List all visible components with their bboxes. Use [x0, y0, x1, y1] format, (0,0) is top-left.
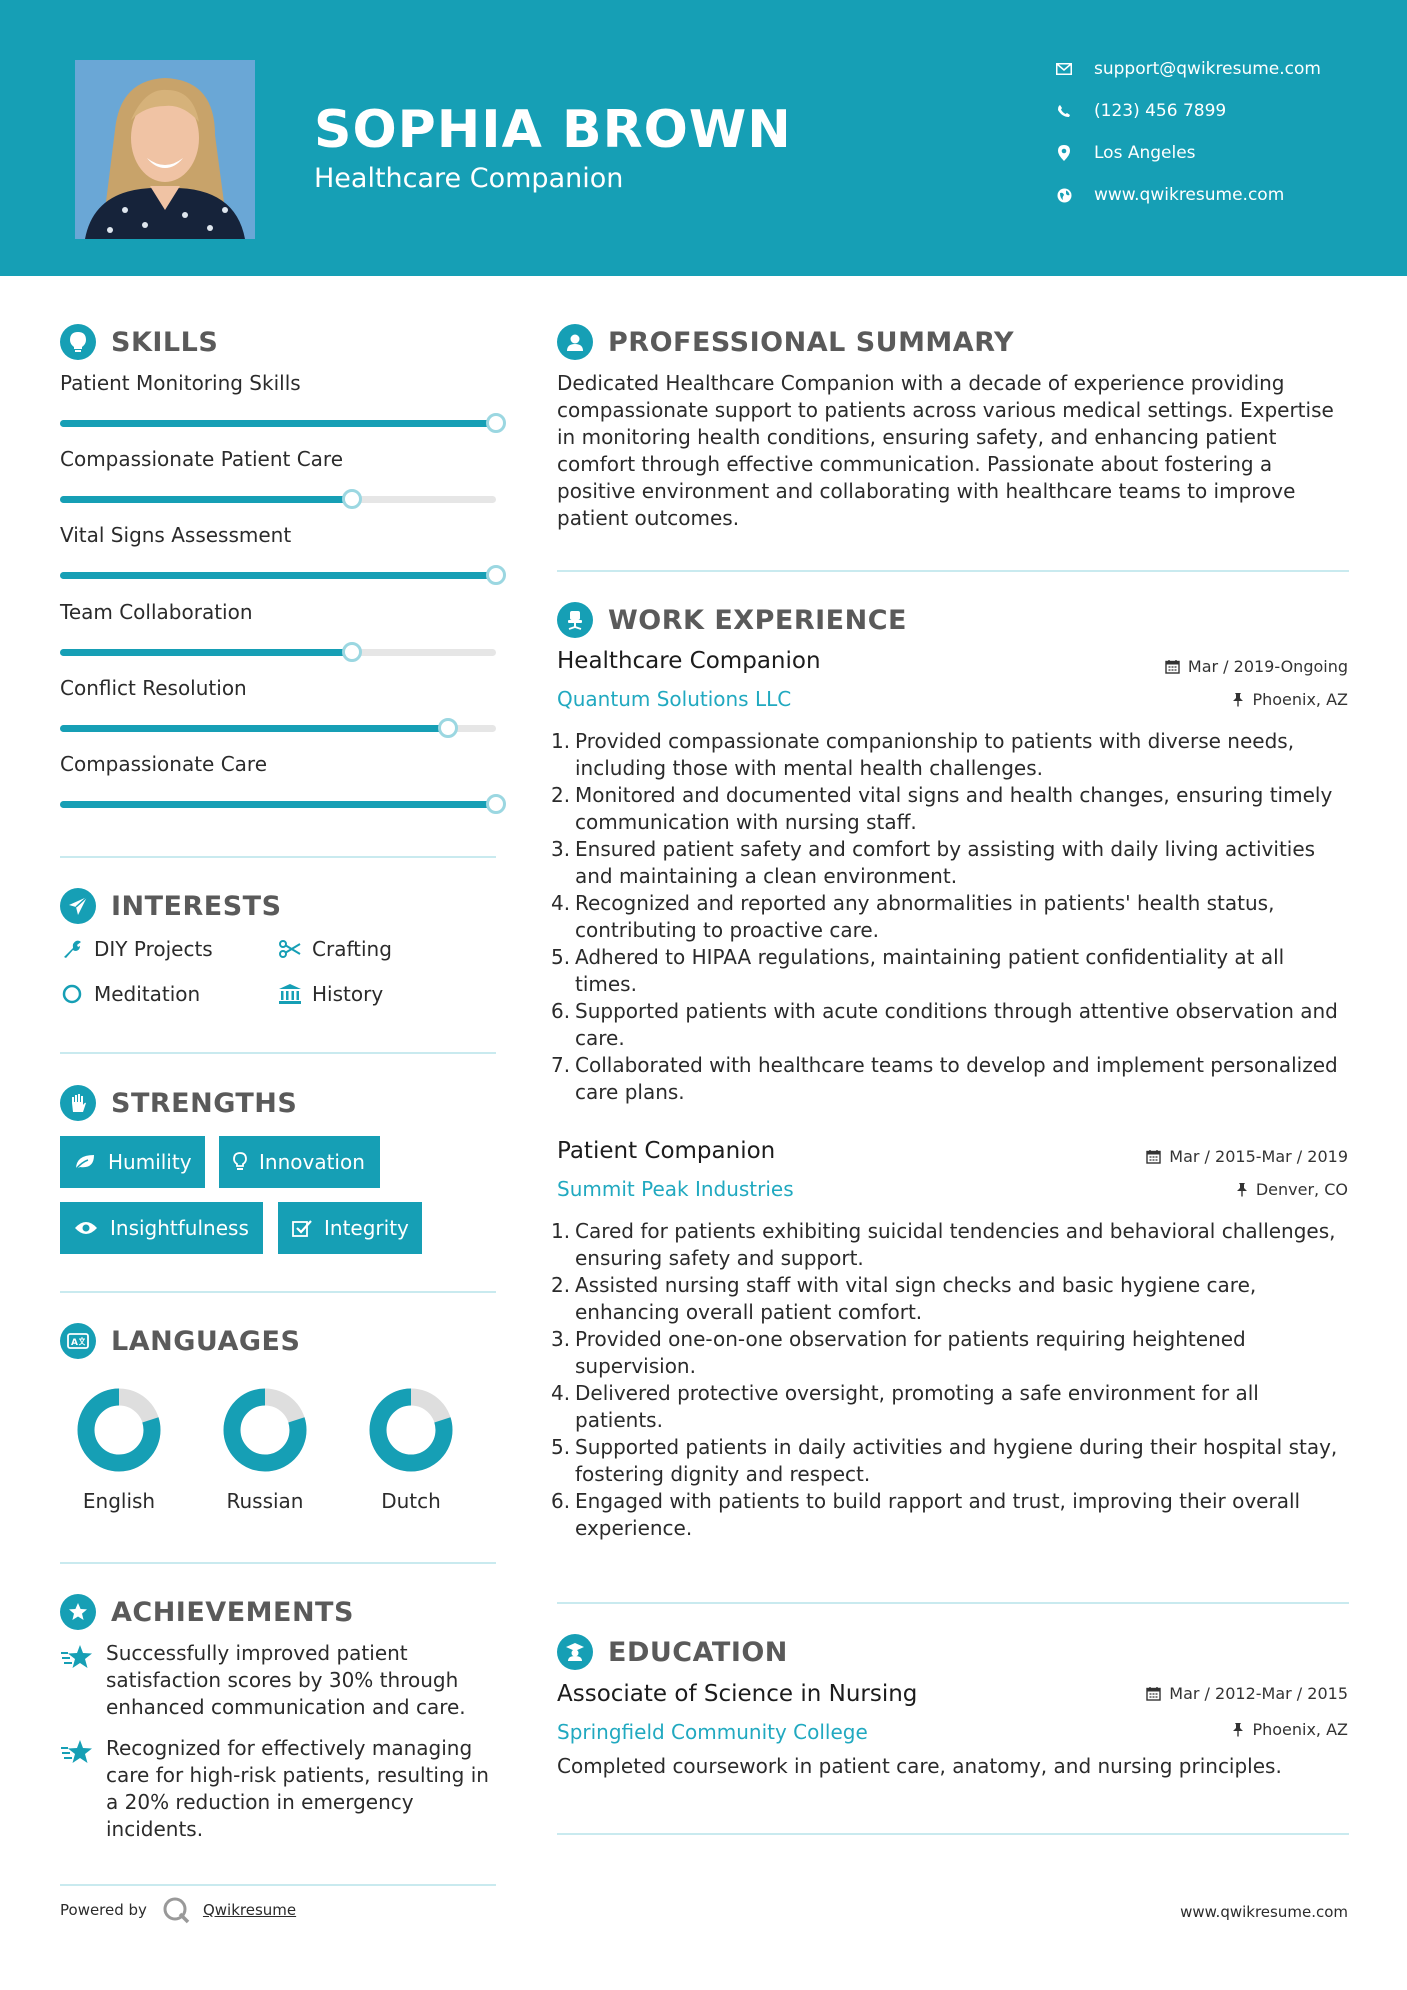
- calendar-icon: [1146, 1149, 1161, 1164]
- bullet-text: Supported patients in daily activities and hygiene during their hospital stay, fostering dignity and respect.: [575, 1435, 1338, 1486]
- skill-bar: [60, 420, 496, 427]
- contact-email[interactable]: [1054, 54, 1321, 84]
- calendar-icon: [1165, 659, 1180, 674]
- interest-item: [60, 979, 200, 1009]
- office-chair-icon: [557, 602, 593, 638]
- hand-icon: [60, 1085, 96, 1121]
- interest-label: Crafting: [312, 937, 392, 961]
- achievement-text: Successfully improved patient satisfaction scores by 30% through enhanced communication and care.: [106, 1641, 466, 1719]
- candidate-title: Healthcare Companion: [314, 163, 624, 194]
- skill-slider-knob: [486, 413, 506, 433]
- qwikresume-logo-icon: [161, 1895, 191, 1925]
- scissors-icon: [278, 940, 302, 958]
- list-item: [551, 836, 1351, 890]
- graduate-icon: [557, 1634, 593, 1670]
- pushpin-icon: [1236, 1182, 1248, 1197]
- section-divider: [60, 856, 496, 858]
- star-icon: [60, 1640, 94, 1721]
- section-divider: [557, 1602, 1349, 1604]
- education-heading-label: EDUCATION: [608, 1636, 788, 1668]
- strength-label: Insightfulness: [110, 1216, 249, 1240]
- skill-name: Patient Monitoring Skills: [60, 371, 301, 395]
- powered-by-label: Powered by: [60, 1901, 147, 1919]
- language-name: Russian: [226, 1489, 304, 1513]
- list-item: [551, 782, 1351, 836]
- contact-website[interactable]: [1054, 180, 1284, 210]
- language-item: [351, 1385, 471, 1513]
- skill-bar-fill: [60, 496, 352, 503]
- footer-website[interactable]: www.qwikresume.com: [1180, 1903, 1348, 1921]
- skill-slider-knob: [438, 718, 458, 738]
- list-item: [551, 1272, 1351, 1326]
- skill-slider-knob: [486, 794, 506, 814]
- header-banner: [0, 0, 1407, 276]
- skill-bar: [60, 496, 496, 503]
- contact-phone-text: (123) 456 7899: [1094, 101, 1227, 121]
- language-name: Dutch: [381, 1489, 441, 1513]
- pushpin-icon: [1232, 692, 1244, 707]
- skill-bar-fill: [60, 649, 352, 656]
- job-title: Healthcare Companion: [557, 648, 821, 674]
- bullet-text: Adhered to HIPAA regulations, maintaining patient confidentiality at all times.: [575, 945, 1285, 996]
- section-divider: [557, 1833, 1349, 1835]
- list-item: [551, 1380, 1351, 1434]
- job-dates: [1146, 1147, 1348, 1166]
- list-number: 7.: [551, 1053, 571, 1077]
- achievement-item: [60, 1640, 500, 1721]
- skill-bar: [60, 725, 496, 732]
- skill-bar: [60, 572, 496, 579]
- language-donut: [220, 1385, 310, 1475]
- languages-heading-label: LANGUAGES: [111, 1325, 301, 1357]
- lightbulb-icon: [233, 1152, 247, 1172]
- language-name: English: [82, 1489, 156, 1513]
- languages-heading: [60, 1323, 300, 1359]
- job-dates-text: Mar / 2015-Mar / 2019: [1169, 1147, 1348, 1166]
- strengths-heading: [60, 1085, 297, 1121]
- strength-label: Integrity: [324, 1216, 409, 1240]
- bullet-text: Delivered protective oversight, promoting a safe environment for all patients.: [575, 1381, 1259, 1432]
- job-location-text: Denver, CO: [1255, 1180, 1348, 1199]
- list-item: [551, 1326, 1351, 1380]
- job-location: [1232, 690, 1348, 709]
- leaf-icon: [74, 1153, 96, 1171]
- bullet-text: Monitored and documented vital signs and health changes, ensuring timely communication with nursing staff.: [575, 783, 1333, 834]
- list-item: [551, 1434, 1351, 1488]
- language-item: [205, 1385, 325, 1513]
- bullet-text: Cared for patients exhibiting suicidal tendencies and behavioral challenges, ensuring safety and support.: [575, 1219, 1336, 1270]
- section-divider: [557, 570, 1349, 572]
- bullet-text: Supported patients with acute conditions through attentive observation and care.: [575, 999, 1338, 1050]
- language-donut: [366, 1385, 456, 1475]
- eye-icon: [74, 1220, 98, 1236]
- list-number: 5.: [551, 945, 571, 969]
- list-item: [551, 998, 1351, 1052]
- list-number: 3.: [551, 837, 571, 861]
- list-item: [551, 1488, 1351, 1542]
- strength-label: Humility: [108, 1150, 192, 1174]
- bullet-text: Engaged with patients to build rapport and trust, improving their overall experience.: [575, 1489, 1301, 1540]
- contact-location: [1054, 138, 1196, 168]
- job-location-text: Phoenix, AZ: [1252, 690, 1348, 709]
- summary-text: Dedicated Healthcare Companion with a decade of experience providing compassionate support to patients across various medical settings. Expertise in monitoring health conditions, ensuring safety, and enhancing patient comfort through effective communication. Passionate about fostering a positive environment and collaborating with healthcare teams to improve patient outcomes.: [557, 371, 1334, 530]
- qwikresume-link[interactable]: Qwikresume: [202, 1901, 297, 1919]
- skill-item: [60, 444, 500, 474]
- star-badge-icon: [60, 1594, 96, 1630]
- skill-bar-fill: [60, 725, 448, 732]
- contact-location-text: Los Angeles: [1094, 143, 1196, 163]
- achievement-text: Recognized for effectively managing care for high-risk patients, resulting in a 20% reduction in emergency incidents.: [106, 1736, 489, 1841]
- map-pin-icon: [1054, 143, 1074, 163]
- education-dates-text: Mar / 2012-Mar / 2015: [1169, 1684, 1348, 1703]
- skill-name: Team Collaboration: [60, 600, 253, 624]
- footer-powered-by: [60, 1895, 296, 1925]
- experience-heading-label: WORK EXPERIENCE: [608, 604, 907, 636]
- education-description: Completed coursework in patient care, anatomy, and nursing principles.: [557, 1754, 1282, 1778]
- bullet-text: Assisted nursing staff with vital sign checks and basic hygiene care, enhancing overall patient comfort.: [575, 1273, 1257, 1324]
- user-icon: [557, 324, 593, 360]
- list-number: 5.: [551, 1435, 571, 1459]
- skill-slider-knob: [342, 489, 362, 509]
- strength-tag: [60, 1136, 205, 1188]
- education-location: [1232, 1720, 1348, 1739]
- skill-name: Conflict Resolution: [60, 676, 247, 700]
- strength-tag: [219, 1136, 380, 1188]
- section-divider: [60, 1562, 496, 1564]
- envelope-icon: [1054, 59, 1074, 79]
- strength-label: Innovation: [259, 1150, 365, 1174]
- candidate-name: SOPHIA BROWN: [314, 100, 792, 160]
- interest-item: [278, 979, 383, 1009]
- interests-heading: [60, 888, 282, 924]
- company-name: Quantum Solutions LLC: [557, 687, 792, 711]
- interest-label: Meditation: [94, 982, 201, 1006]
- list-item: [551, 728, 1351, 782]
- skill-slider-knob: [342, 642, 362, 662]
- list-item: [551, 890, 1351, 944]
- list-item: [551, 1218, 1351, 1272]
- skill-bar-fill: [60, 572, 496, 579]
- list-number: 4.: [551, 891, 571, 915]
- skill-name: Compassionate Care: [60, 752, 268, 776]
- bullet-text: Ensured patient safety and comfort by assisting with daily living activities and maintaining a clean environment.: [575, 837, 1316, 888]
- contact-phone[interactable]: [1054, 96, 1226, 126]
- language-item: [59, 1385, 179, 1513]
- svg-text:A: A: [71, 1338, 78, 1348]
- summary-heading-label: PROFESSIONAL SUMMARY: [608, 326, 1015, 358]
- language-icon: [60, 1323, 96, 1359]
- section-divider: [60, 1884, 496, 1886]
- skill-item: [60, 597, 500, 627]
- skill-item: [60, 520, 500, 550]
- skill-item: [60, 749, 500, 779]
- job-dates: [1165, 657, 1348, 676]
- interest-label: History: [312, 982, 384, 1006]
- education-dates: [1146, 1684, 1348, 1703]
- skill-bar: [60, 649, 496, 656]
- interest-item: [60, 934, 213, 964]
- list-number: 3.: [551, 1327, 571, 1351]
- list-number: 1.: [551, 1219, 571, 1243]
- pushpin-icon: [1232, 1722, 1244, 1737]
- museum-icon: [278, 983, 302, 1005]
- phone-icon: [1054, 101, 1074, 121]
- skill-item: [60, 368, 500, 398]
- circle-icon: [60, 984, 84, 1004]
- education-location-text: Phoenix, AZ: [1252, 1720, 1348, 1739]
- list-number: 2.: [551, 783, 571, 807]
- skill-item: [60, 673, 500, 703]
- interests-heading-label: INTERESTS: [111, 890, 282, 922]
- wrench-icon: [60, 939, 84, 959]
- skill-bar: [60, 801, 496, 808]
- skill-name: Vital Signs Assessment: [60, 523, 292, 547]
- school-name: Springfield Community College: [557, 1720, 868, 1744]
- degree-title: Associate of Science in Nursing: [557, 1681, 918, 1707]
- strengths-heading-label: STRENGTHS: [111, 1087, 298, 1119]
- list-number: 6.: [551, 1489, 571, 1513]
- job-title: Patient Companion: [557, 1138, 776, 1164]
- job-bullets: [551, 728, 1351, 1106]
- check-square-icon: [292, 1219, 312, 1237]
- skills-heading-label: SKILLS: [111, 326, 219, 358]
- strength-tag: [278, 1202, 422, 1254]
- list-number: 1.: [551, 729, 571, 753]
- achievement-item: [60, 1735, 500, 1843]
- skills-heading: [60, 324, 218, 360]
- summary-heading: [557, 324, 1014, 360]
- lightbulb-icon: [60, 324, 96, 360]
- contact-email-text: support@qwikresume.com: [1094, 59, 1321, 79]
- interest-item: [278, 934, 392, 964]
- section-divider: [60, 1052, 496, 1054]
- list-number: 4.: [551, 1381, 571, 1405]
- job-bullets: [551, 1218, 1351, 1542]
- job-dates-text: Mar / 2019-Ongoing: [1187, 657, 1348, 676]
- bullet-text: Recognized and reported any abnormalities in patients' health status, contributing to proactive care.: [575, 891, 1275, 942]
- calendar-icon: [1146, 1686, 1161, 1701]
- interest-label: DIY Projects: [94, 937, 213, 961]
- section-divider: [60, 1291, 496, 1293]
- skill-name: Compassionate Patient Care: [60, 447, 344, 471]
- strength-tag: [60, 1202, 263, 1254]
- portrait-image: [75, 60, 255, 239]
- paper-plane-icon: [60, 888, 96, 924]
- bullet-text: Provided one-on-one observation for patients requiring heightened supervision.: [575, 1327, 1246, 1378]
- education-heading: [557, 1634, 788, 1670]
- job-location: [1236, 1180, 1348, 1199]
- star-icon: [60, 1735, 94, 1843]
- experience-heading: [557, 602, 907, 638]
- language-donut: [74, 1385, 164, 1475]
- achievements-heading-label: ACHIEVEMENTS: [111, 1596, 354, 1628]
- skill-bar-fill: [60, 420, 496, 427]
- list-number: 2.: [551, 1273, 571, 1297]
- skill-bar-fill: [60, 801, 496, 808]
- list-item: [551, 944, 1351, 998]
- contact-website-text: www.qwikresume.com: [1094, 185, 1285, 205]
- list-number: 6.: [551, 999, 571, 1023]
- achievements-heading: [60, 1594, 354, 1630]
- globe-icon: [1054, 185, 1074, 205]
- skill-slider-knob: [486, 565, 506, 585]
- bullet-text: Provided compassionate companionship to patients with diverse needs, including those with mental health challenges.: [575, 729, 1295, 780]
- company-name: Summit Peak Industries: [557, 1177, 794, 1201]
- profile-photo: [75, 60, 255, 239]
- bullet-text: Collaborated with healthcare teams to develop and implement personalized care plans.: [575, 1053, 1338, 1104]
- list-item: [551, 1052, 1351, 1106]
